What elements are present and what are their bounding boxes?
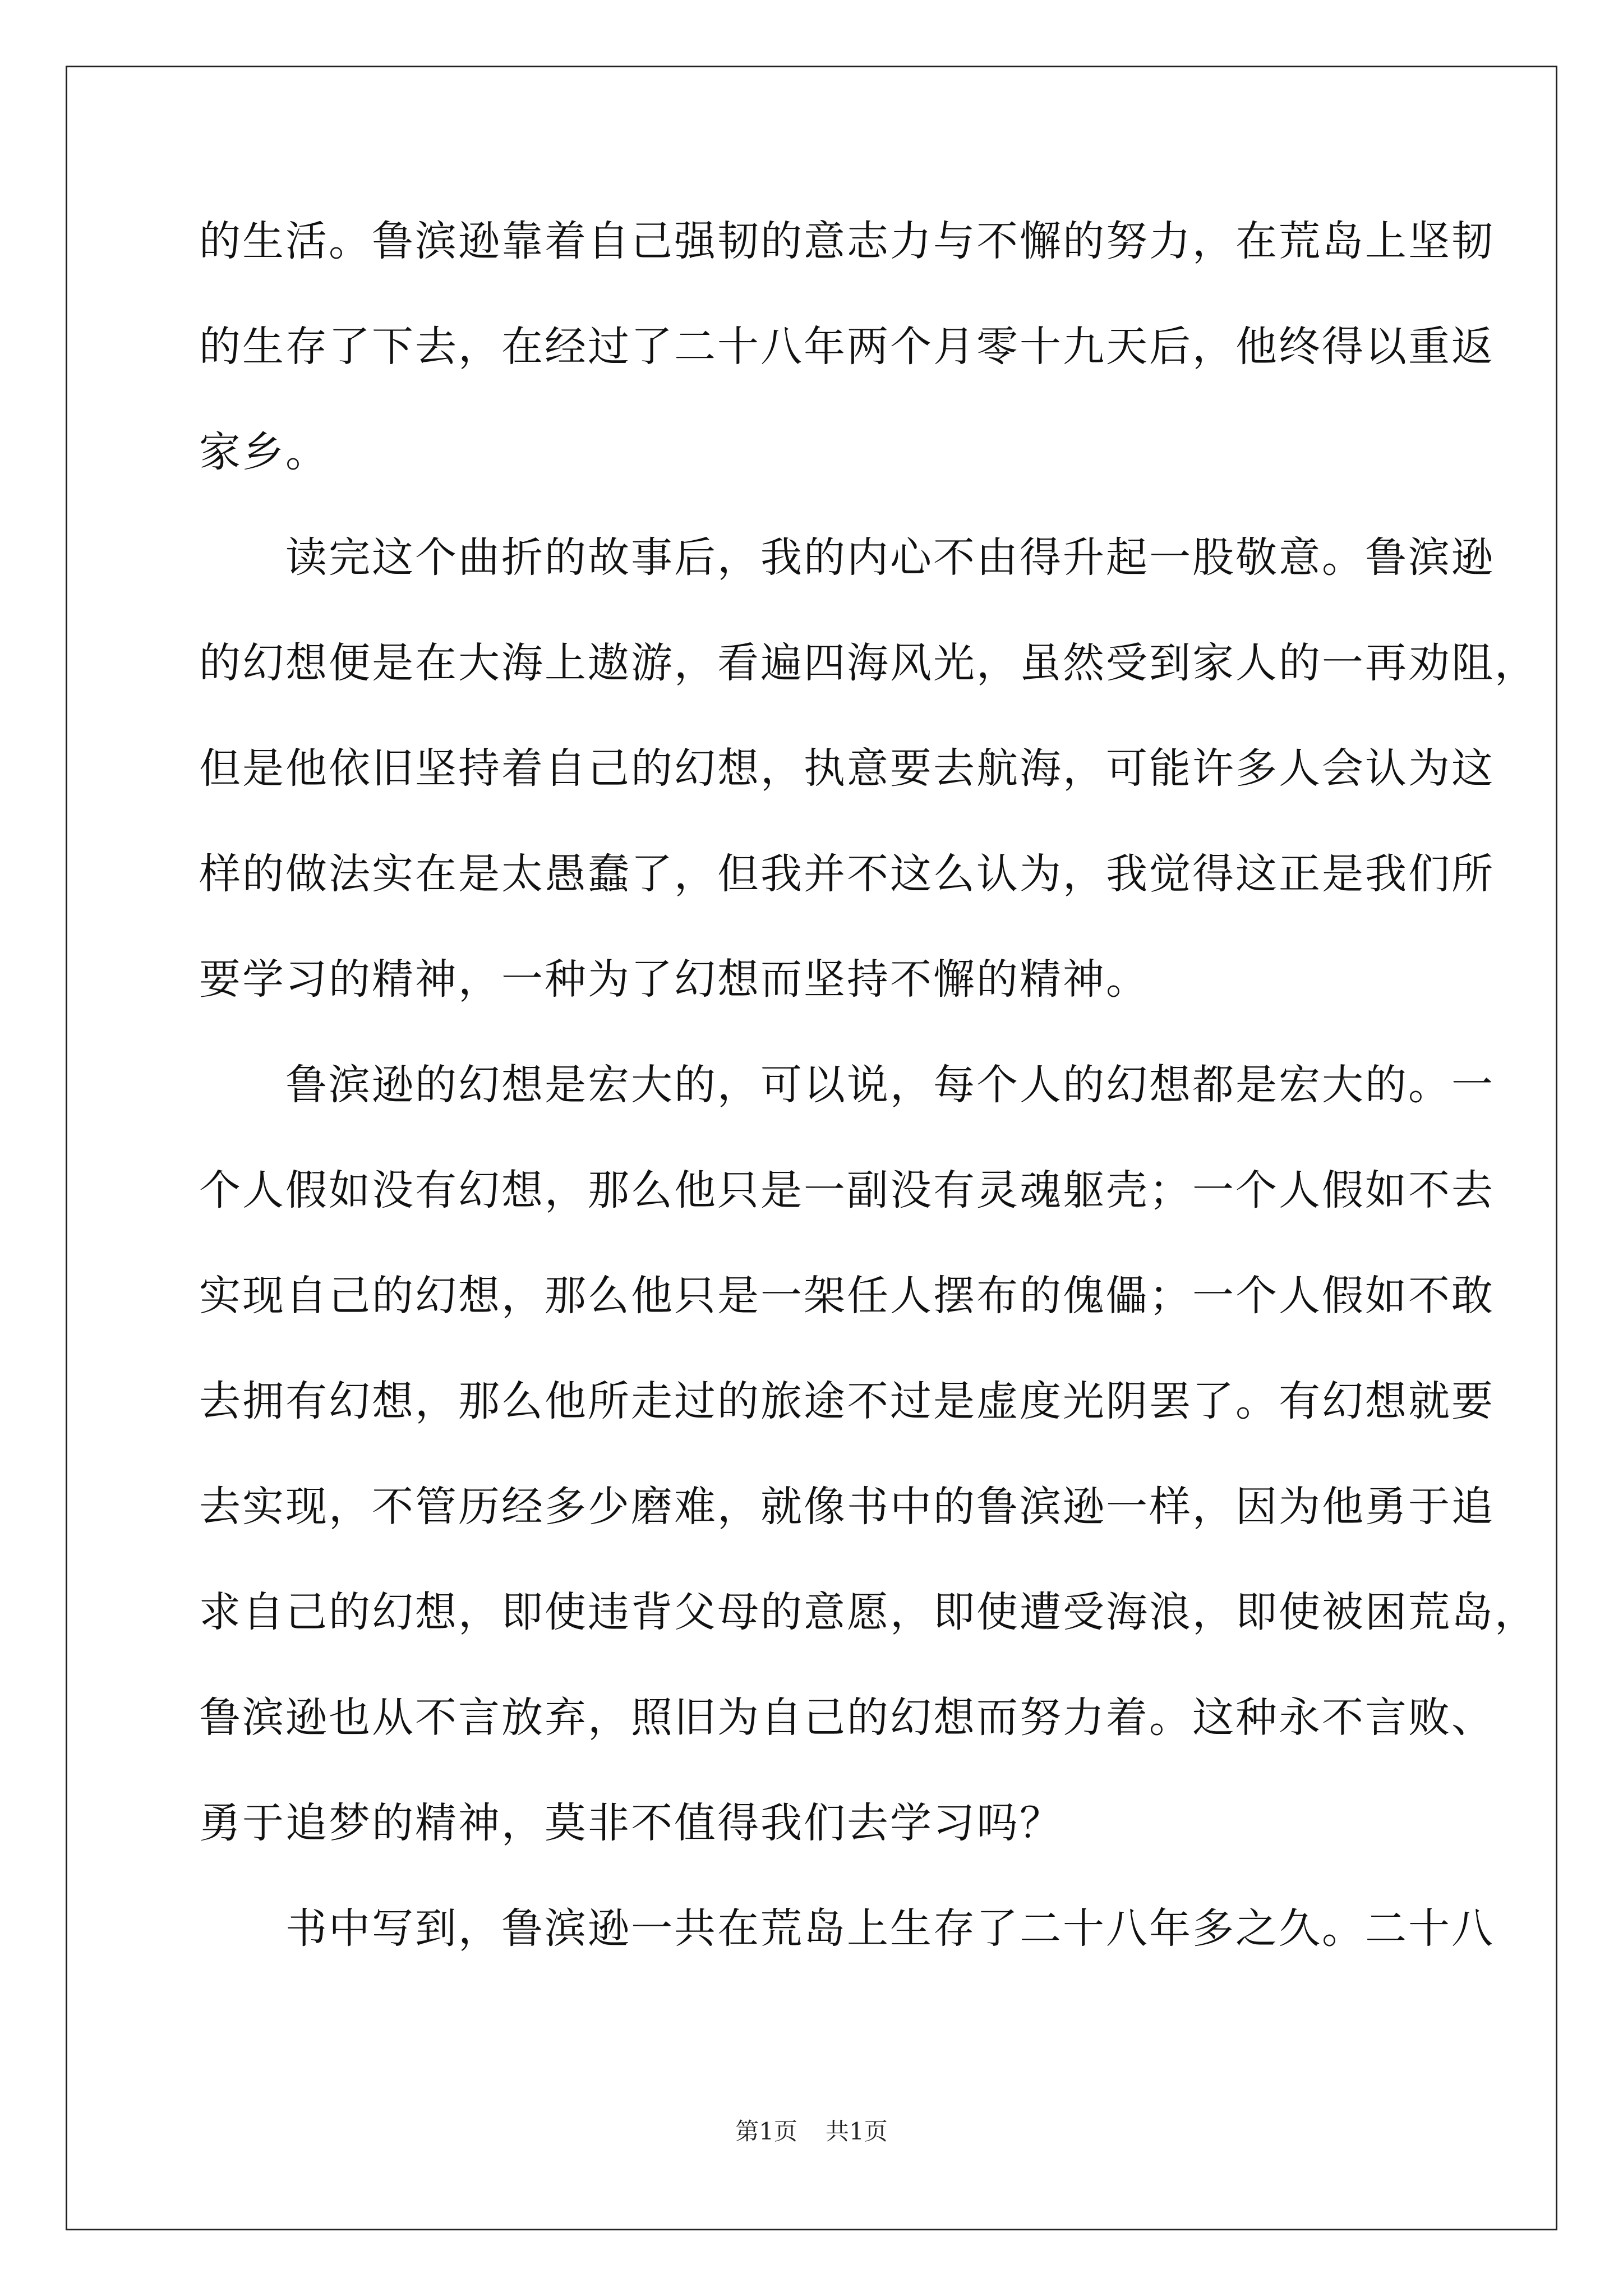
text-line: 的生存了下去，在经过了二十八年两个月零十九天后，他终得以重返 — [199, 323, 1495, 371]
text-line: 实现自己的幻想，那么他只是一架任人摆布的傀儡；一个人假如不敢 — [199, 1272, 1495, 1320]
text-line: 求自己的幻想，即使违背父母的意愿，即使遭受海浪，即使被困荒岛， — [199, 1588, 1538, 1636]
text-line: 勇于追梦的精神，莫非不值得我们去学习吗？ — [199, 1799, 1063, 1847]
text-line: 个人假如没有幻想，那么他只是一副没有灵魂躯壳；一个人假如不去 — [199, 1166, 1495, 1214]
text-line: 但是他依旧坚持着自己的幻想，执意要去航海，可能许多人会认为这 — [199, 744, 1495, 793]
text-line: 去实现，不管历经多少磨难，就像书中的鲁滨逊一样，因为他勇于追 — [199, 1483, 1495, 1531]
text-line: 鲁滨逊也从不言放弃，照旧为自己的幻想而努力着。这种永不言败、 — [199, 1694, 1495, 1742]
text-line: 读完这个曲折的故事后，我的内心不由得升起一股敬意。鲁滨逊 — [199, 533, 1495, 582]
text-line: 的幻想便是在大海上遨游，看遍四海风光，虽然受到家人的一再劝阻， — [199, 639, 1538, 687]
text-line: 的生活。鲁滨逊靠着自己强韧的意志力与不懈的努力，在荒岛上坚韧 — [199, 217, 1495, 265]
text-line: 鲁滨逊的幻想是宏大的，可以说，每个人的幻想都是宏大的。一 — [199, 1061, 1495, 1109]
page-total: 共1页 — [826, 2118, 888, 2145]
page-number: 第1页 — [735, 2118, 797, 2145]
text-line: 书中写到，鲁滨逊一共在荒岛上生存了二十八年多之久。二十八 — [199, 1904, 1495, 1953]
page-footer — [0, 2115, 1623, 2148]
text-line: 样的做法实在是太愚蠢了，但我并不这么认为，我觉得这正是我们所 — [199, 850, 1495, 898]
text-line: 家乡。 — [199, 428, 329, 476]
text-line: 要学习的精神，一种为了幻想而坚持不懈的精神。 — [199, 955, 1149, 1004]
text-line: 去拥有幻想，那么他所走过的旅途不过是虚度光阴罢了。有幻想就要 — [199, 1377, 1495, 1425]
